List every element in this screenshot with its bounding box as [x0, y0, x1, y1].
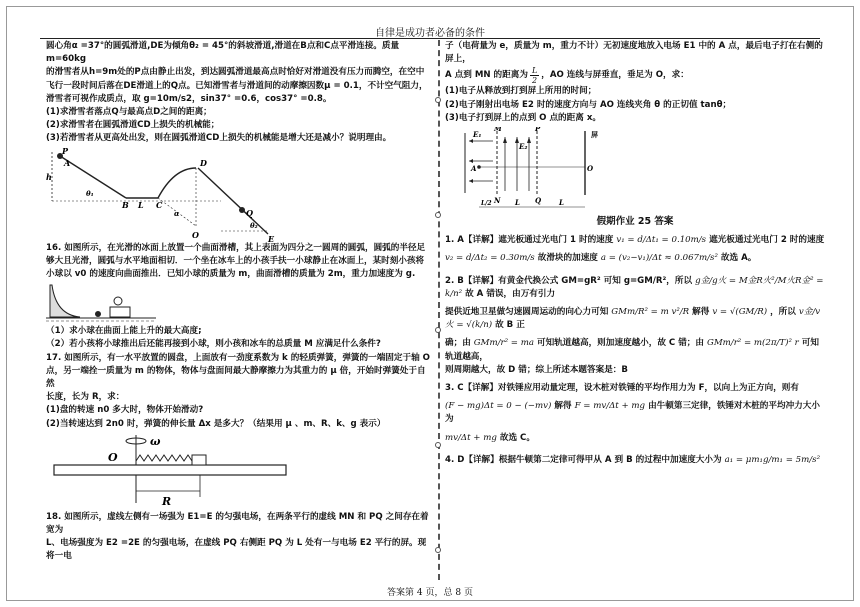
answer-line: 3. C【详解】对铁锤应用动量定理，设木桩对铁锤的平均作用力为 F，以向上为正方向，则有	[445, 383, 799, 394]
formula: mv/Δt + mg	[445, 432, 497, 443]
q18-line	[445, 66, 825, 85]
answer-line: 则周期越大，故 D 错；综上所述本题答案是：B	[445, 364, 628, 375]
q18-subquestion: (1)电子从释放到打到屏上所用的时间；	[445, 86, 597, 97]
answer-line: 4. D【详解】根据牛顿第二定律可得甲从 A 到 B 的过程中加速度大小为 a₁ = μm₁g/m₁ = 5m/s²	[445, 454, 821, 465]
formula: GMm/r² = m(2π/T)² r	[706, 338, 799, 349]
answer-line: 提供近地卫星做匀速圆周运动的向心力可知 GMm/R² = m v²/R 解得 v = √(GM/R) ，所以 v金/v火 = √(k/n) 故 B 正	[445, 307, 821, 331]
formula: F = mv/Δt + mg	[574, 401, 646, 412]
q18-line: 子（电荷量为 e，质量为 m，重力不计）无初速度地放入电场 E1 中的 A 点，最后电子打在右侧的屏上，	[445, 41, 823, 65]
q15-line: 滑雪者可视作成质点，取 g=10m/s2，sin37° =0.6，cos37° =0.8。	[46, 93, 332, 104]
page-footer: 答案第 4 页，总 8 页	[387, 588, 473, 598]
formula: GMm/r² = ma	[473, 338, 534, 349]
formula: v金/v火 = √(k/n)	[445, 307, 821, 331]
fig-label-e1: E₁	[473, 130, 482, 140]
fig-label-l: L	[559, 198, 564, 208]
q15-subquestion: (2)求滑雪者在圆弧滑道CD上损失的机械能；	[46, 120, 220, 131]
answer-line: 2. B【详解】有黄金代换公式 GM=gR² 可知 g=GM/R²，所以 g金/g火 = M金R火²/M火R金² = k/n² 故 A 错误，由万有引力	[445, 275, 824, 299]
fig-label-theta1: θ₁	[86, 188, 94, 198]
header-rule	[40, 38, 820, 39]
fig-label-l: L	[138, 199, 144, 210]
fig-label-o: O	[587, 164, 594, 174]
q16-subquestion: （1）求小球在曲面上能上升的最大高度;	[46, 326, 202, 337]
page-header-title: 自律是成功者必备的条件	[375, 28, 485, 39]
ice-slide-diagram	[46, 281, 156, 325]
answer-3	[445, 382, 825, 445]
q16-line: 小球以 v0 的速度向曲面推出．已知小球的质量为 m，曲面滑槽的质量为 2m，重力加速度为 g.	[46, 269, 416, 280]
q17-line: 17. 如图所示，有一水平放置的圆盘，上面放有一劲度系数为 k 的轻质弹簧，弹簧的一端固定于轴 O	[46, 352, 430, 363]
q15-subquestion: (1)求滑雪者落点Q与最高点D之间的距离；	[46, 107, 212, 118]
q15-subquestion: (3)若滑雪者从更高处出发，则在圆弧滑道CD上损失的机械能是增大还是减小？说明理由。	[46, 133, 392, 144]
question-18-continued	[445, 40, 825, 211]
answer-1	[445, 234, 825, 265]
ball-marker	[95, 311, 101, 317]
q18-subquestion: (2)电子刚射出电场 E2 时的速度方向与 AO 连线夹角 θ 的正切值 tanθ；	[445, 99, 732, 110]
question-18	[46, 511, 434, 564]
fig-label-e: E	[268, 233, 275, 242]
fig-label-p: P	[62, 145, 69, 156]
question-15	[46, 40, 434, 242]
fig-label-n: N	[494, 196, 501, 206]
fraction-l-over-2: $\frac{L}{2}$	[531, 66, 538, 86]
fig-label-o: O	[108, 450, 118, 464]
q18-subquestion: (3)电子打到屏上的点到 O 点的距离 x。	[445, 112, 601, 123]
answer-line: mv/Δt + mg 故选 C。	[445, 432, 535, 443]
fig-label-o: O	[192, 229, 199, 240]
fig-label-r: R	[162, 494, 172, 508]
formula: g金/g火 = M金R火²/M火R金² = k/n²	[445, 275, 824, 299]
fig-label-m: M	[494, 127, 502, 134]
question-16	[46, 242, 434, 352]
q17-line: 点，另一端拴一质量为 m 的物体，物体与盘面间最大静摩擦力为其重力的 μ 倍，开始时弹簧处于自然	[46, 365, 426, 390]
rotating-disc-diagram	[50, 431, 290, 511]
formula: v = √(GM/R)	[712, 307, 768, 318]
formula: a = (v₂−v₁)/Δt ≈ 0.067m/s²	[600, 253, 718, 264]
fig-label-l-half: L/2	[481, 200, 492, 208]
answer-line: v₂ = d/Δt₂ = 0.30m/s 故滑块的加速度 a = (v₂−v₁)/Δt ≈ 0.067m/s² 故选 A。	[445, 253, 757, 264]
fig-label-h: h	[46, 171, 52, 182]
fig-label-screen: 屏	[591, 131, 598, 140]
q15-line: 飞行一段时间后落在DE滑道上的Q点。已知滑雪者与滑道间的动摩擦因数μ = 0.1，不计空气阻力，	[46, 80, 428, 91]
fig-label-q: Q	[535, 196, 542, 206]
electric-field-diagram	[461, 127, 621, 211]
question-17	[46, 352, 434, 511]
q18-line: L、电场强度为 E2 =2E 的匀强电场，在虚线 PQ 右侧距 PQ 为 L 处有一与电场 E2 平行的屏。现将一电	[46, 538, 427, 562]
fig-label-d: D	[200, 157, 207, 168]
answer-2	[445, 275, 825, 377]
formula: GMm/R² = m v²/R	[611, 307, 690, 318]
formula: v₂ = d/Δt₂ = 0.30m/s	[445, 253, 535, 264]
answer-4	[445, 454, 825, 467]
answer-line: 确；由 GMm/r² = ma 可知轨道越高，则加速度越小，故 C 错；由 GMm/r² = m(2π/T)² r 可知轨道越高，	[445, 338, 819, 362]
answer-line: 1. A【详解】遮光板通过光电门 1 时的速度 v₁ = d/Δt₁ = 0.10m/s 遮光板通过光电门 2 时的速度	[445, 235, 825, 246]
fig-label-p: P	[535, 127, 541, 134]
answer-line: (F − mg)Δt = 0 − (−mv) 解得 F = mv/Δt + mg 由牛顿第三定律，铁锤对木桩的平均冲力大小为	[445, 401, 820, 425]
q15-line: 的滑雪者从h=9m处的P点由静止出发，到达圆弧滑道最高点时恰好对滑道没有压力而腾空，在空中	[46, 67, 425, 78]
landing-marker	[239, 207, 245, 213]
q16-line: 够大且光滑，圆弧与水平地面相切．一个坐在冰车上的小孩手扶一小球静止在冰面上，某时刻小孩将	[46, 255, 425, 266]
q16-line: 16. 如图所示，在光滑的冰面上放置一个曲面滑槽，其上表面为四分之一圆周的圆弧，圆弧的半径足	[46, 242, 426, 253]
q15-line: 圆心角α =37°的圆弧滑道,DE为倾角θ₂ = 45°的斜坡滑道,滑道在B点和C点平滑连接。质量m=60kg	[46, 41, 400, 65]
fig-label-b: B	[122, 199, 129, 210]
formula: (F − mg)Δt = 0 − (−mv)	[445, 401, 552, 412]
fig-label-a: A	[64, 157, 71, 168]
fig-label-c: C	[156, 199, 163, 210]
q18-line: 18. 如图所示，虚线左侧有一场强为 E1=E 的匀强电场，在两条平行的虚线 MN 和 PQ 之间存在着宽为	[46, 511, 429, 536]
fig-label-e2: E₂	[519, 142, 528, 152]
fig-label-l: L	[515, 198, 520, 208]
ski-track-diagram	[46, 146, 276, 242]
fig-label-theta2: θ₂	[250, 220, 258, 230]
right-column	[445, 40, 825, 467]
q17-line: 长度，长为 R，求：	[46, 392, 125, 403]
fig-label-a: A	[471, 164, 477, 174]
left-column	[46, 40, 434, 564]
fig-label-omega: ω	[150, 434, 161, 448]
fig-label-q: Q	[246, 207, 253, 218]
q18-text: A 点到 MN 的距离为	[445, 70, 528, 81]
answer-section-title: 假期作业 25 答案	[596, 216, 674, 228]
formula: a₁ = μm₁g/m₁ = 5m/s²	[724, 454, 821, 465]
formula: v₁ = d/Δt₁ = 0.10m/s	[616, 235, 707, 246]
q18-text: ，AO 连线与屏垂直，垂足为 O，求：	[541, 70, 689, 81]
fig-label-alpha: α	[174, 208, 180, 218]
q16-subquestion: （2）若小孩将小球推出后还能再接到小球，则小孩和冰车的总质量 M 应满足什么条件?	[46, 339, 381, 350]
binding-holes	[434, 40, 444, 580]
q17-subquestion: (1)盘的转速 n0 多大时，物体开始滑动?	[46, 405, 204, 416]
q17-subquestion: (2)当转速达到 2n0 时，弹簧的伸长量 Δx 是多大？（结果用 μ 、m、R、k、g 表示）	[46, 418, 386, 429]
